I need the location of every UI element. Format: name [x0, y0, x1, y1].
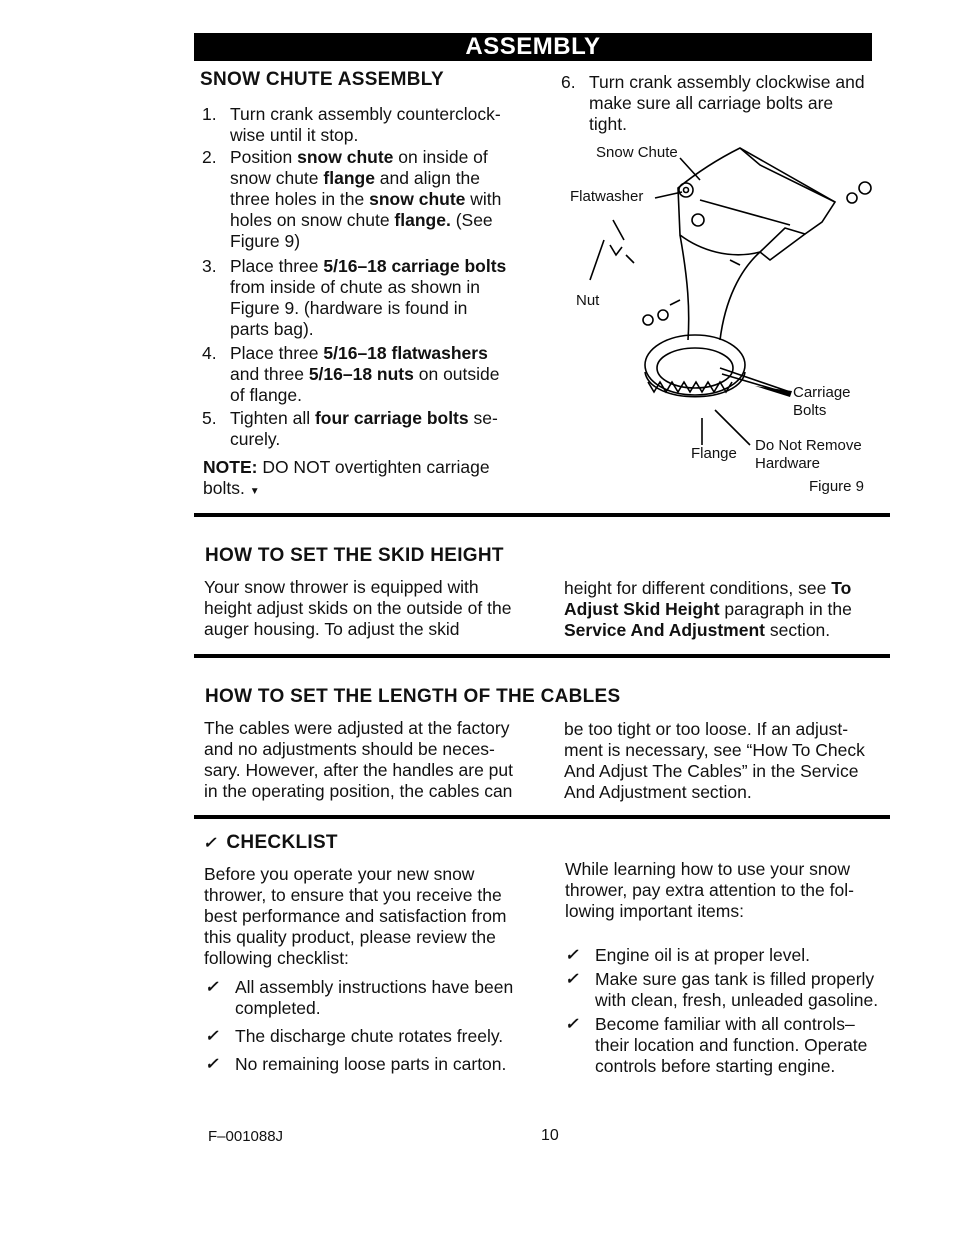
skid-right-line: height for different conditions, see To [564, 578, 852, 598]
figure-caption: Figure 9 [809, 478, 865, 495]
cables-right-line: And Adjust The Cables” in the Service [564, 761, 859, 781]
cables-right-line: be too tight or too loose. If an adjust- [564, 719, 849, 739]
skid-height-heading: HOW TO SET THE SKID HEIGHT [205, 545, 504, 566]
note-text-line2: bolts. [203, 478, 245, 498]
step-text-line: curely. [230, 429, 281, 449]
step-text-line: three holes in the snow chute with [230, 189, 502, 209]
checklist-intro-line: this quality product, please review the [204, 927, 496, 947]
step-text [230, 408, 498, 450]
step-6-text [589, 72, 865, 135]
checklist-right-intro-line: thrower, pay extra attention to the fol- [565, 880, 854, 900]
checklist-item-text [235, 977, 513, 1019]
checklist-right-intro [565, 859, 895, 922]
section-divider [194, 815, 890, 819]
checklist-item-text-line: No remaining loose parts in carton. [235, 1054, 507, 1074]
checklist-item-text [235, 1054, 506, 1075]
step-6 [561, 72, 891, 138]
checklist-item-text-line: Engine oil is at proper level. [595, 945, 810, 965]
checkmark-icon: ✓ [565, 1016, 579, 1033]
checkmark-icon: ✓ [203, 835, 217, 852]
cables-left-line: in the operating position, the cables can [204, 781, 513, 801]
checklist-intro-line: following checklist: [204, 948, 349, 968]
label-carriage: Carriage [793, 384, 851, 401]
checklist-item-text-line: their location and function. Operate [595, 1035, 868, 1055]
step-text-line: Figure 9) [230, 231, 301, 251]
checklist-item-text [595, 945, 810, 966]
checklist-item-text-line: completed. [235, 998, 321, 1018]
checklist-right-intro-line: lowing important items: [565, 901, 744, 921]
step-text-line: Place three 5/16–18 carriage bolts [230, 256, 507, 276]
skid-left-line: Your snow thrower is equipped with [204, 577, 479, 597]
note-text-line1: DO NOT overtighten carriage [257, 457, 490, 477]
label-bolts: Bolts [793, 402, 827, 419]
step-text [230, 147, 501, 252]
label-hardware: Hardware [755, 455, 821, 472]
step-text [230, 104, 501, 146]
step-text-line: parts bag). [230, 319, 314, 339]
step-number: 5. [202, 408, 217, 428]
cables-left-line: and no adjustments should be neces- [204, 739, 495, 759]
checklist-right-intro-line: While learning how to use your snow [565, 859, 851, 879]
step-text-line: and three 5/16–18 nuts on outside [230, 364, 500, 384]
step-6-number: 6. [561, 72, 576, 92]
checklist-intro-line: Before you operate your new snow [204, 864, 475, 884]
step-text [230, 256, 506, 340]
step-number: 4. [202, 343, 217, 363]
step-6-text-line: make sure all carriage bolts are [589, 93, 834, 113]
skid-right-line: Service And Adjustment section. [564, 620, 831, 640]
checkmark-icon: ✓ [565, 947, 579, 964]
label-flange: Flange [691, 445, 737, 462]
cables-right-line: ment is necessary, see “How To Check [564, 740, 865, 760]
checklist-item-text-line: Become familiar with all controls– [595, 1014, 855, 1034]
step-text-line: Tighten all four carriage bolts se- [230, 408, 498, 428]
cables-left-line: sary. However, after the handles are put [204, 760, 514, 780]
checklist-item-text-line: with clean, fresh, unleaded gasoline. [595, 990, 879, 1010]
snow-chute-heading: SNOW CHUTE ASSEMBLY [200, 69, 444, 90]
checklist-item-text [595, 1014, 867, 1077]
section-banner [194, 33, 872, 61]
snow-chute-shape [678, 148, 835, 255]
cables-right-text [564, 719, 894, 803]
step-text-line: snow chute flange and align the [230, 168, 481, 188]
step-text-line: of flange. [230, 385, 302, 405]
checklist-item-text-line: All assembly instructions have been [235, 977, 514, 997]
skid-left-line: height adjust skids on the outside of the [204, 598, 512, 618]
cables-left-line: The cables were adjusted at the factory [204, 718, 510, 738]
step-6-text-line: tight. [589, 114, 627, 134]
footer-code: F–001088J [208, 1128, 284, 1145]
step-number: 3. [202, 256, 217, 276]
checkmark-icon: ✓ [205, 1028, 219, 1045]
end-of-section-icon: ▼ [249, 486, 260, 497]
step-number: 1. [202, 104, 217, 124]
cables-right-line: And Adjustment section. [564, 782, 752, 802]
checklist-heading: CHECKLIST [226, 832, 338, 853]
checklist-intro [204, 864, 544, 969]
nut-shape [643, 315, 653, 325]
page-number: 10 [541, 1127, 559, 1144]
checkmark-icon: ✓ [205, 979, 219, 996]
checklist-item-text [595, 969, 878, 1011]
note [203, 457, 533, 502]
note-label: NOTE: [203, 457, 258, 477]
cables-left-text [204, 718, 549, 802]
label-flatwasher: Flatwasher [570, 188, 644, 205]
label-nut: Nut [576, 292, 600, 309]
step-text-line: Turn crank assembly counterclock- [230, 104, 501, 124]
step-text-line: Figure 9. (hardware is found in [230, 298, 468, 318]
checklist-item-text [235, 1026, 503, 1047]
checklist-intro-line: best performance and satisfaction from [204, 906, 507, 926]
checklist-item-text-line: controls before starting engine. [595, 1056, 836, 1076]
skid-left-text [204, 577, 544, 640]
section-divider [194, 654, 890, 658]
cables-heading: HOW TO SET THE LENGTH OF THE CABLES [205, 686, 621, 707]
checklist-item-text-line: The discharge chute rotates freely. [235, 1026, 504, 1046]
checkmark-icon: ✓ [565, 971, 579, 988]
step-text-line: holes on snow chute flange. (See [230, 210, 493, 230]
banner-title: ASSEMBLY [465, 33, 601, 60]
skid-left-line: auger housing. To adjust the skid [204, 619, 460, 639]
checklist-intro-line: thrower, to ensure that you receive the [204, 885, 502, 905]
flatwasher-shape [679, 183, 693, 197]
checklist-heading-row [203, 832, 338, 854]
label-snow-chute: Snow Chute [596, 144, 678, 161]
step-6-text-line: Turn crank assembly clockwise and [589, 72, 865, 92]
step-text-line: wise until it stop. [230, 125, 359, 145]
checklist-item-text-line: Make sure gas tank is filled properly [595, 969, 875, 989]
step-text-line: Place three 5/16–18 flatwashers [230, 343, 488, 363]
step-text-line: Position snow chute on inside of [230, 147, 488, 167]
step-text-line: from inside of chute as shown in [230, 277, 480, 297]
skid-right-line: Adjust Skid Height paragraph in the [564, 599, 852, 619]
section-divider [194, 513, 890, 517]
step-number: 2. [202, 147, 217, 167]
checkmark-icon: ✓ [205, 1056, 219, 1073]
skid-right-text [564, 578, 894, 641]
label-do-not-remove: Do Not Remove [755, 437, 862, 454]
step-text [230, 343, 500, 406]
